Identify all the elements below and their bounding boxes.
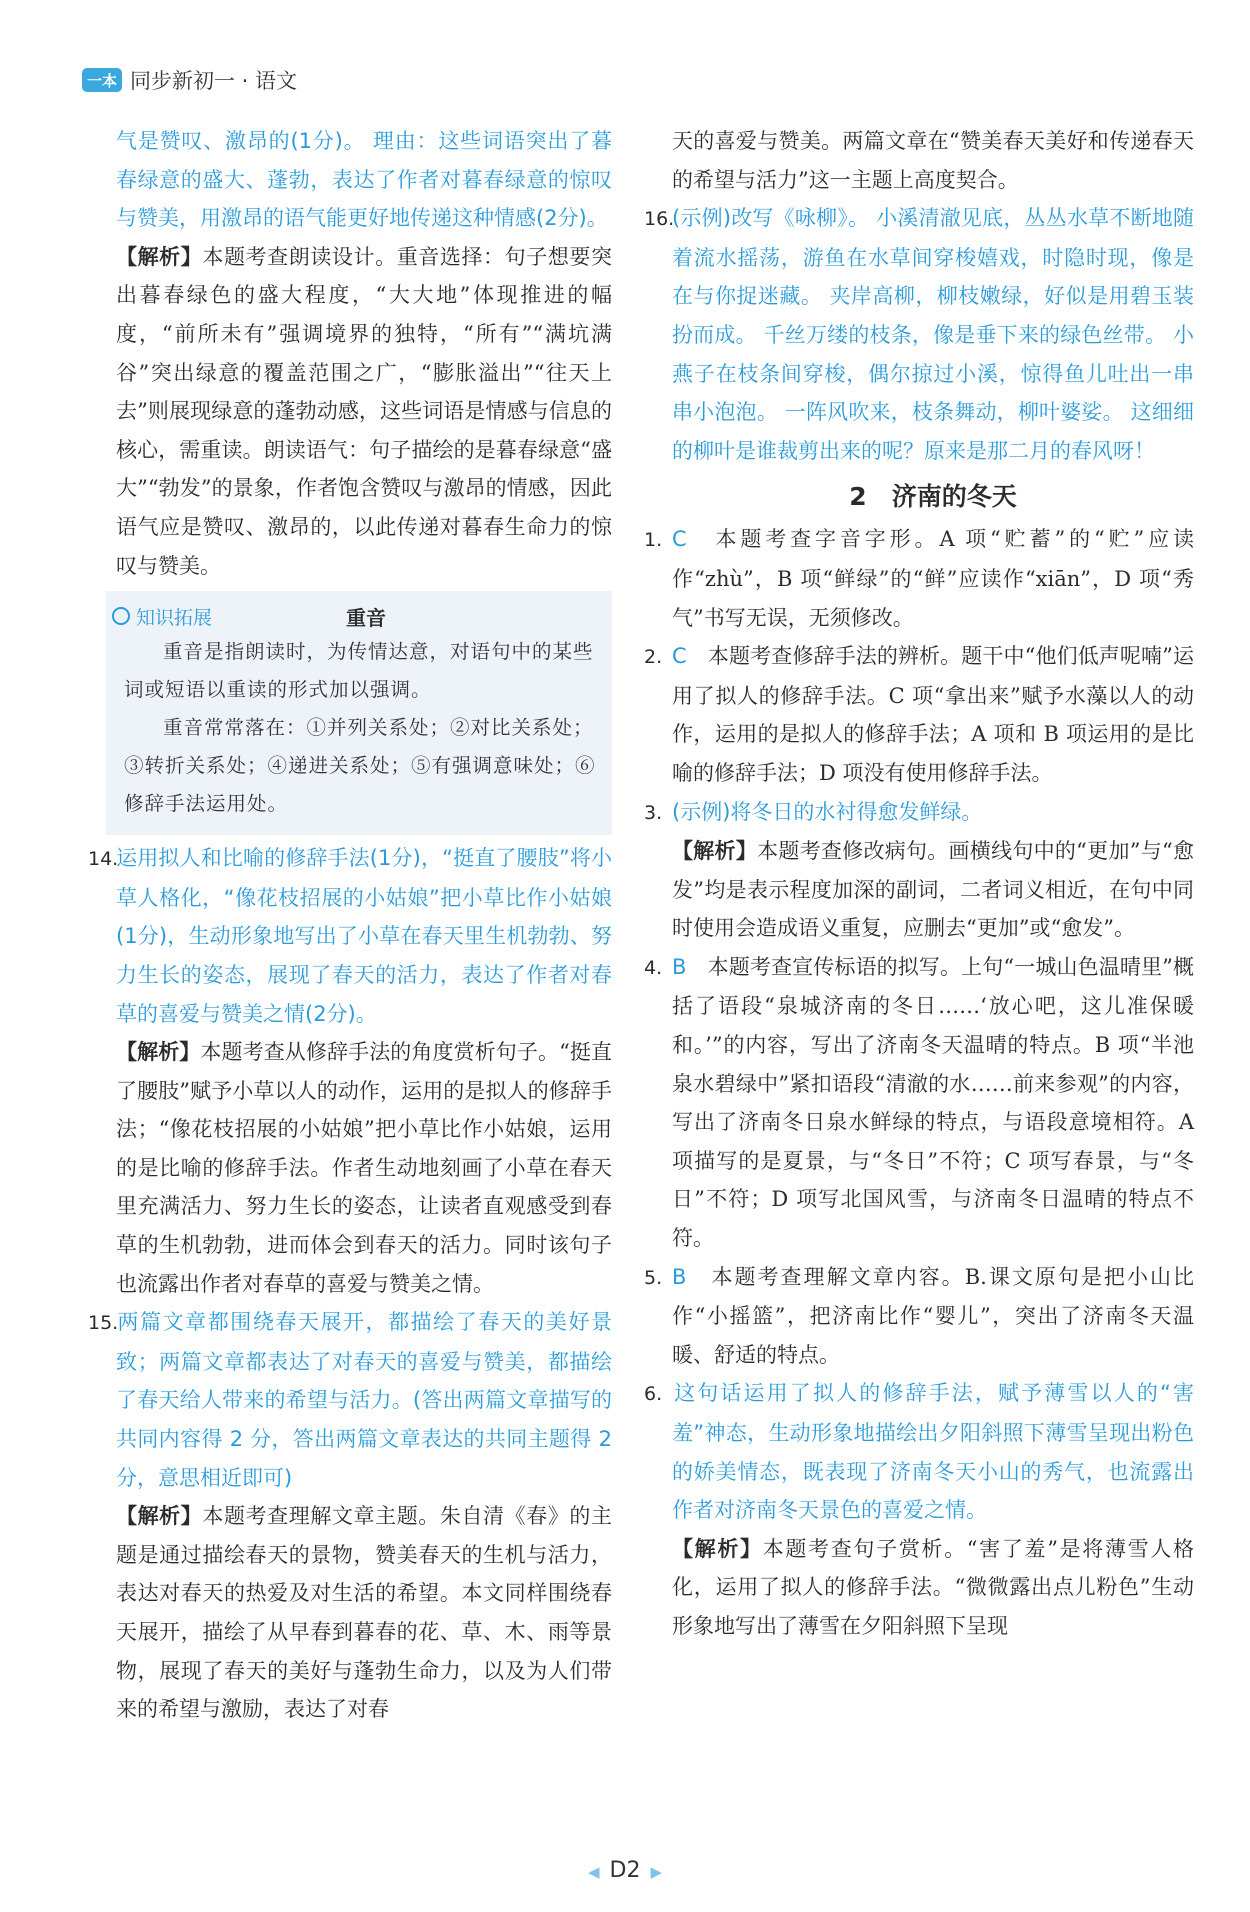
q16-answer: 16.(示例)改写《咏柳》。 小溪清澈见底，丛丛水草不断地随着流水摇荡，游鱼在水草间穿梭嬉戏，时隐时现，像是在与你捉迷藏。 夹岸高柳，柳枝嫩绿，好似是用碧玉装扮而成。 千丝万缕的枝条，像是垂下来的绿色丝带。 小燕子在枝条间穿梭，偶尔掠过小溪，惊得鱼儿吐出一串串小泡泡。 一阵风吹来，枝条舞动，柳叶婆娑。 这细细的柳叶是谁裁剪出来的呢？原来是那二月的春风呀！ <box>672 199 1194 470</box>
analysis-tag: 【解析】 <box>116 244 203 269</box>
q3-answer: 3. (示例)将冬日的水衬得愈发鲜绿。 <box>644 799 983 824</box>
q1-item: 1. C 本题考查字音字形。A 项“贮蓄”的“贮”应读作“zhù”，B 项“鲜绿”的“鲜”应读作“xiān”，D 项“秀气”书写无误，无须修改。 <box>644 527 1194 630</box>
book-title: 同步新初一 · 语文 <box>130 69 298 93</box>
q4-item: 4. B 本题考查宣传标语的拟写。上句“一城山色温晴里”概括了语段“泉城济南的冬日……‘放心吧，这儿准保暖和。’”的内容，写出了济南冬天温晴的特点。B 项“半池泉水碧绿中”紧扣语段“清澈的水……前来参观”的内容，写出了济南冬日泉水鲜绿的特点，与语段意境相符。A 项描写的是夏景，与“冬日”不符；C 项写春景，与“冬日”不符；D 项写北国风雪，与济南冬日温晴的特点不符。 <box>644 954 1194 1251</box>
next-arrow-icon: ▶ <box>650 1863 663 1881</box>
question-number: 16. <box>644 208 675 231</box>
brand-logo: 一本 <box>82 68 122 92</box>
left-column <box>88 122 613 1729</box>
q13-answer: 气是赞叹、激昂的(1分)。 理由：这些词语突出了暮春绿意的盛大、蓬勃，表达了作者对暮春绿意的惊叹与赞美，用激昂的语气能更好地传递这种情感(2分)。 <box>116 129 612 231</box>
page-footer <box>0 1858 1250 1883</box>
q5-item: 5. B 本题考查理解文章内容。B.课文原句是把小山比作“小摇篮”，把济南比作“婴儿”，突出了济南冬天温暖、舒适的特点。 <box>644 1264 1195 1367</box>
q15-answer: 15.两篇文章都围绕春天展开，都描绘了春天的美好景致；两篇文章都表达了对春天的喜爱与赞美，都描绘了春天给人带来的希望与活力。(答出两篇文章描写的共同内容得 2 分，答出两篇文章表达的共同主题得 2 分，意思相近即可) <box>116 1303 612 1497</box>
prev-arrow-icon: ◀ <box>587 1863 600 1881</box>
section-title: 2 济南的冬天 <box>849 482 1017 512</box>
q3-analysis: 【解析】本题考查修改病句。画横线句中的“更加”与“愈发”均是表示程度加深的副词，二者词义相近，在句中同时使用会造成语义重复，应删去“更加”或“愈发”。 <box>672 839 1194 941</box>
answer-option: C <box>672 527 687 552</box>
knowledge-box <box>106 591 612 835</box>
question-number: 14. <box>88 848 119 871</box>
answer-option: B <box>672 954 687 979</box>
q14-analysis: 【解析】本题考查从修辞手法的角度赏析句子。“挺直了腰肢”赋予小草以人的动作，运用的是拟人的修辞手法；“像花枝招展的小姑娘”把小草比作小姑娘，运用的是比喻的修辞手法。作者生动地刻画了小草在春天里充满活力、努力生长的姿态，让读者直观感受到春草的生机勃勃，进而体会到春天的活力。同时该句子也流露出作者对春草的喜爱与赞美之情。 <box>116 1040 613 1296</box>
knowledge-title: 重音 <box>346 605 386 630</box>
right-column <box>644 122 1195 1646</box>
question-number: 15. <box>88 1312 119 1335</box>
knowledge-text-2: 重音常常落在：①并列关系处；②对比关系处；③转折关系处；④递进关系处；⑤有强调意味处；⑥修辞手法运用处。 <box>124 716 596 816</box>
analysis-text: 本题考查朗读设计。重音选择：句子想要突出暮春绿色的盛大程度，“大大地”体现推进的幅度，“前所未有”强调境界的独特，“所有”“满坑满谷”突出绿意的覆盖范围之广，“膨胀溢出”“往天上去”则展现绿意的蓬勃动感，这些词语是情感与信息的核心，需重读。朗读语气：句子描绘的是暮春绿意“盛大”“勃发”的景象，作者饱含赞叹与激昂的情感，因此语气应是赞叹、激昂的，以此传递对暮春生命力的惊叹与赞美。 <box>116 244 613 578</box>
knowledge-text-1: 重音是指朗读时，为传情达意，对语句中的某些词或短语以重读的形式加以强调。 <box>124 640 594 702</box>
q14-answer: 14.运用拟人和比喻的修辞手法(1分)，“挺直了腰肢”将小草人格化，“像花枝招展的小姑娘”把小草比作小姑娘(1分)，生动形象地写出了小草在春天里生机勃勃、努力生长的姿态，展现了春天的活力，表达了作者对春草的喜爱与赞美之情(2分)。 <box>116 839 612 1033</box>
gear-icon <box>112 607 130 625</box>
q15-analysis-continued: 天的喜爱与赞美。两篇文章在“赞美春天美好和传递春天的希望与活力”这一主题上高度契合。 <box>672 129 1194 192</box>
answer-option: B <box>672 1264 687 1289</box>
answer-option: C <box>672 644 687 669</box>
analysis-tag: 【解析】 <box>116 1504 203 1529</box>
page-number: D2 <box>609 1858 641 1883</box>
q15-analysis: 【解析】本题考查理解文章主题。朱自清《春》的主题是通过描绘春天的景物，赞美春天的生机与活力，表达对春天的热爱及对生活的希望。本文同样围绕春天展开，描绘了从早春到暮春的花、草、木、雨等景物，展现了春天的美好与蓬勃生命力，以及为人们带来的希望与激励，表达了对春 <box>116 1504 613 1722</box>
knowledge-label: 知识拓展 <box>112 603 212 630</box>
q6-analysis: 【解析】本题考查句子赏析。“害了羞”是将薄雪人格化，运用了拟人的修辞手法。“微微露出点儿粉色”生动形象地写出了薄雪在夕阳斜照下呈现 <box>672 1536 1194 1638</box>
q2-item: 2. C 本题考查修辞手法的辨析。题干中“他们低声呢喃”运用了拟人的修辞手法。C 项“拿出来”赋予水藻以人的动作，运用的是拟人的修辞手法；A 项和 B 项运用的是比喻的修辞手法；D 项没有使用修辞手法。 <box>644 644 1194 785</box>
analysis-tag: 【解析】 <box>116 1040 201 1065</box>
page-header <box>82 62 297 98</box>
q6-answer: 6. 这句话运用了拟人的修辞手法，赋予薄雪以人的“害羞”神态，生动形象地描绘出夕阳斜照下薄雪呈现出粉色的娇美情态，既表现了济南冬天小山的秀气，也流露出作者对济南冬天景色的喜爱之情。 <box>644 1381 1194 1523</box>
q13-analysis <box>116 238 612 585</box>
